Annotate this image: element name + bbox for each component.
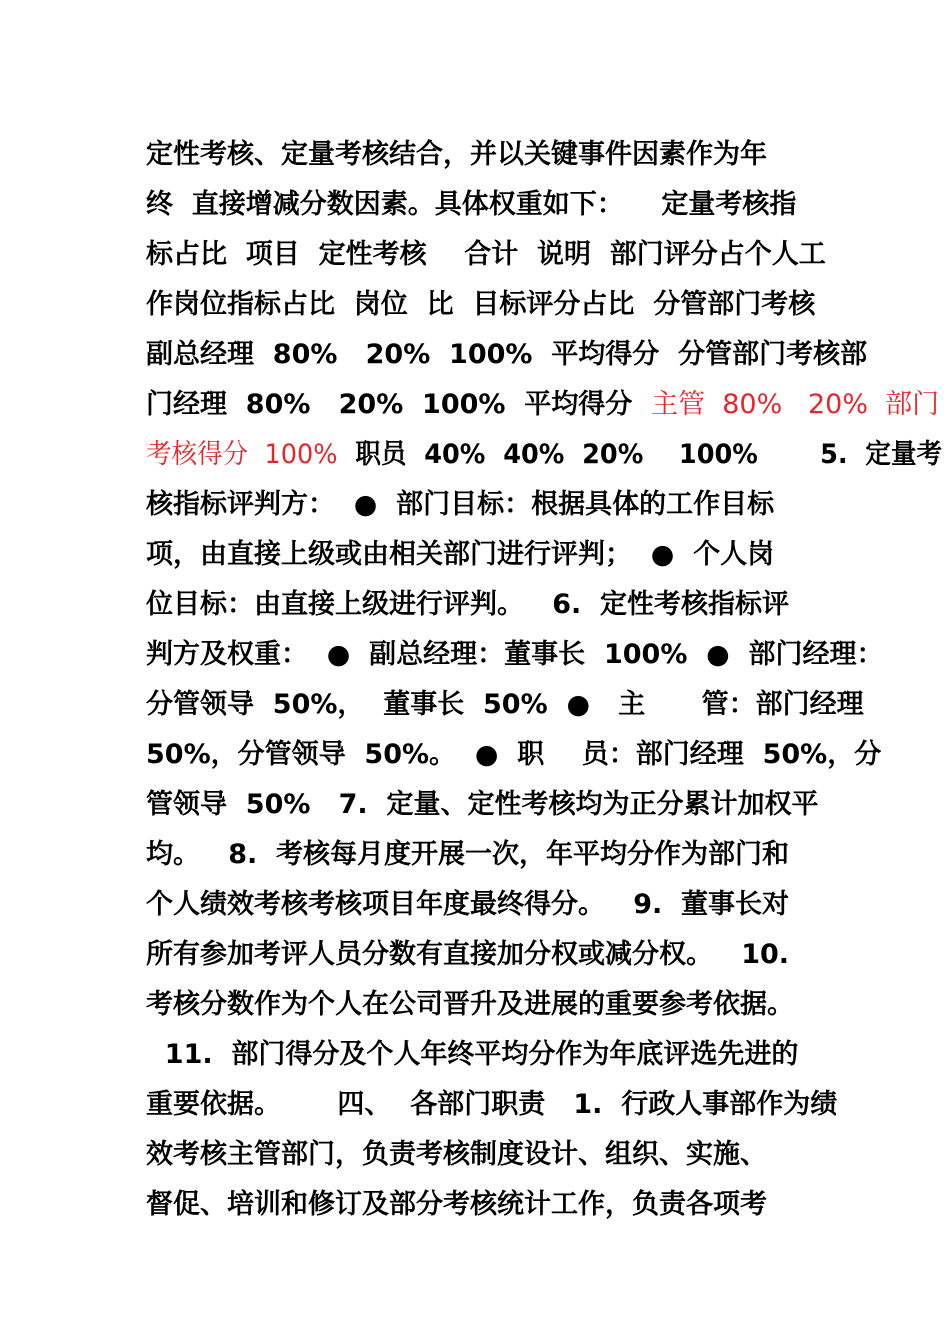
text-segment: 重要依据。 四、 各部门职责 1. 行政人事部作为绩 — [146, 1089, 838, 1120]
text-segment: 考核分数作为个人在公司晋升及进展的重要参考依据。 — [146, 989, 794, 1020]
text-line — [146, 430, 942, 480]
text-segment: 11. 部门得分及个人年终平均分作为年底评选先进的 — [146, 1039, 799, 1070]
text-segment: 判方及权重： ● 副总经理：董事长 100% ● 部门经理： — [146, 639, 884, 670]
text-segment: 督促、培训和修订及部分考核统计工作，负责各项考 — [146, 1189, 767, 1220]
text-line — [146, 630, 884, 680]
text-segment: 定性考核、定量考核结合，并以关键事件因素作为年 — [146, 139, 767, 170]
text-line — [146, 230, 826, 280]
text-segment: 核指标评判方： ● 部门目标：根据具体的工作目标 — [146, 489, 775, 520]
text-line — [146, 280, 815, 330]
text-line — [146, 330, 867, 380]
text-segment: 个人绩效考核考核项目年度最终得分。 9. 董事长对 — [146, 889, 790, 920]
text-line — [146, 680, 864, 730]
text-segment: 所有参加考评人员分数有直接加分权或减分权。 10. — [146, 939, 790, 970]
text-line — [146, 780, 818, 830]
text-line — [146, 1130, 767, 1180]
text-line — [146, 930, 789, 980]
text-segment: 副总经理 80% 20% 100% 平均得分 分管部门考核部 — [146, 339, 868, 370]
text-line — [146, 1180, 767, 1230]
text-line — [146, 880, 789, 930]
text-line — [146, 180, 796, 230]
text-segment: 终 直接增减分数因素。具体权重如下： 定量考核指 — [146, 189, 797, 220]
text-segment: 作岗位指标占比 岗位 比 目标评分占比 分管部门考核 — [146, 289, 816, 320]
text-segment: 项，由直接上级或由相关部门进行评判； ● 个人岗 — [146, 539, 775, 570]
text-segment: 均。 8. 考核每月度开展一次，年平均分作为部门和 — [146, 839, 790, 870]
text-line — [146, 480, 774, 530]
text-line — [146, 380, 939, 430]
text-line — [146, 980, 794, 1030]
highlighted-text-segment: 主管 80% 20% 部门 — [651, 389, 940, 420]
text-segment: 标占比 项目 定性考核 合计 说明 部门评分占个人工 — [146, 239, 826, 270]
text-line — [146, 1030, 798, 1080]
text-line — [146, 730, 881, 780]
text-segment: 门经理 80% 20% 100% 平均得分 — [146, 389, 652, 420]
text-line — [146, 1080, 837, 1130]
text-line — [146, 530, 774, 580]
text-segment: 分管领导 50%， 董事长 50% ● 主 管：部门经理 — [146, 689, 864, 720]
text-line — [146, 580, 789, 630]
text-line — [146, 830, 789, 880]
text-line — [146, 130, 767, 180]
text-segment: 管领导 50% 7. 定量、定性考核均为正分累计加权平 — [146, 789, 819, 820]
text-segment: 效考核主管部门，负责考核制度设计、组织、实施、 — [146, 1139, 767, 1170]
text-segment: 50%，分管领导 50%。 ● 职 员：部门经理 50%，分 — [146, 739, 882, 770]
text-segment: 职员 40% 40% 20% 100% 5. 定量考 — [337, 439, 943, 470]
text-segment: 位目标：由直接上级进行评判。 6. 定性考核指标评 — [146, 589, 790, 620]
highlighted-text-segment: 考核得分 100% — [146, 439, 338, 470]
